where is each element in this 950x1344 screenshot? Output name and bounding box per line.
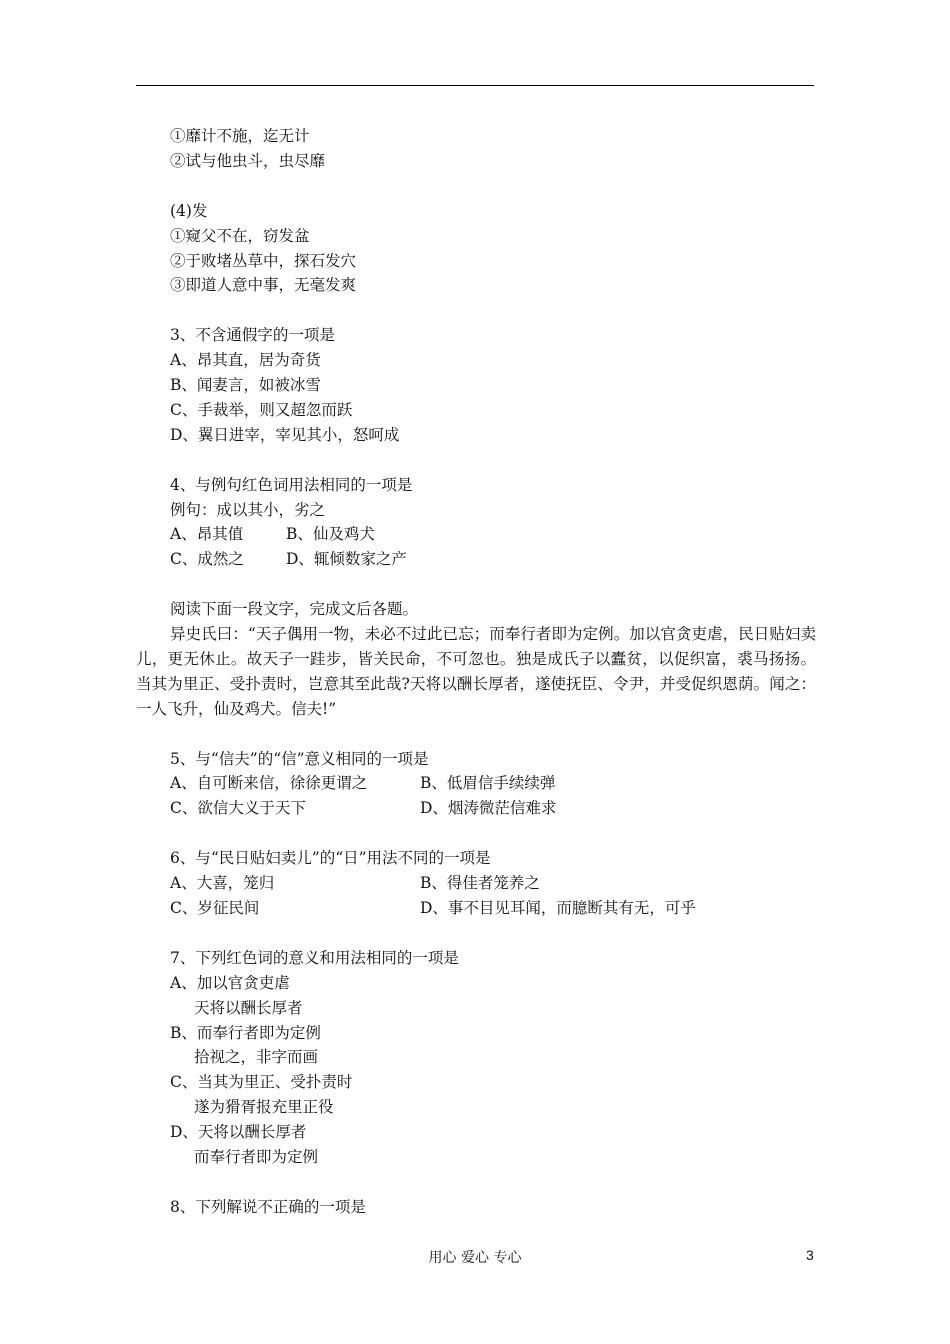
q7-stem: 7、下列红色词的意义和用法相同的一项是 — [170, 948, 459, 967]
q7-option-a-line-2: 天将以酬长厚者 — [194, 998, 303, 1017]
q4-stem: 4、与例句红色词用法相同的一项是 — [170, 475, 413, 494]
q7-option-a-line-1: A、加以官贪吏虐 — [170, 973, 290, 992]
q3-option-c: C、手裁举，则又超忽而跃 — [170, 400, 353, 419]
q6-options-row-1 — [170, 871, 816, 896]
reading-intro: 阅读下面一段文字，完成文后各题。 — [170, 600, 419, 619]
q8-stem: 8、下列解说不正确的一项是 — [170, 1197, 366, 1216]
reading-passage — [136, 622, 816, 722]
q5-option-d: D、烟涛微茫信难求 — [420, 799, 557, 818]
q2-fa-option-3: ③即道人意中事，无毫发爽 — [170, 276, 357, 295]
q7-option-b-line-2: 拾视之，非字而画 — [194, 1048, 319, 1067]
q4-option-b: B、仙及鸡犬 — [286, 525, 375, 544]
q4-option-c: C、成然之 — [170, 550, 244, 569]
q2-mi-option-1: ①靡计不施，迄无计 — [170, 127, 310, 145]
q3-option-d: D、翼日进宰，宰见其小，怒呵成 — [170, 425, 400, 444]
q4-option-a: A、昂其值 — [170, 525, 244, 544]
q6-option-b: B、得佳者笼养之 — [420, 874, 540, 893]
q6-options-row-2 — [170, 896, 816, 921]
q7-option-c-line-1: C、当其为里正、受扑责时 — [170, 1073, 353, 1092]
q5-stem: 5、与“信夫”的“信”意义相同的一项是 — [170, 749, 429, 768]
q2-mi-option-2: ②试与他虫斗，虫尽靡 — [170, 151, 326, 170]
q5-option-c: C、欲信大义于天下 — [170, 799, 306, 818]
document-body — [136, 124, 816, 1220]
q7-option-d-line-2: 而奉行者即为定例 — [194, 1148, 319, 1167]
page-footer: 用心 爱心 专心 — [428, 1250, 522, 1266]
reading-passage-text: 异史氏曰：“天子偶用一物，未必不过此已忘；而奉行者即为定例。加以官贪吏虐，民日贴妇卖儿，更无休止。故天子一跬步，皆关民命，不可忽也。独是成氏子以蠹贫，以促织富，裘马扬扬。当其为里正、受扑责时，岂意其至此哉?天将以酬长厚者，遂使抚臣、令尹，并受促织恩荫。闻之：一人飞升，仙及鸡犬。信夫!” — [136, 625, 816, 718]
q5-option-a: A、自可断来信，徐徐更谓之 — [170, 774, 368, 793]
q6-option-c: C、岁征民间 — [170, 899, 260, 917]
q4-options-row-1 — [170, 522, 816, 547]
q3-option-a: A、昂其直，居为奇货 — [170, 351, 321, 370]
header-rule — [136, 85, 814, 86]
page-number: 3 — [806, 1247, 814, 1263]
q6-option-d: D、事不目见耳闻，而臆断其有无，可乎 — [420, 899, 696, 917]
q7-option-d-line-1: D、天将以酬长厚者 — [170, 1123, 307, 1142]
q3-stem: 3、不含通假字的一项是 — [170, 326, 335, 345]
q6-stem: 6、与“民日贴妇卖儿”的“日”用法不同的一项是 — [170, 849, 491, 868]
q6-option-a: A、大喜，笼归 — [170, 874, 275, 893]
q7-option-b-line-1: B、而奉行者即为定例 — [170, 1023, 321, 1042]
q4-example: 例句：成以其小，劣之 — [170, 500, 326, 519]
q3-option-b: B、闻妻言，如被冰雪 — [170, 376, 321, 395]
q5-option-b: B、低眉信手续续弹 — [420, 774, 556, 793]
q4-option-d: D、辄倾数家之产 — [286, 550, 407, 569]
q4-options-row-2 — [170, 547, 816, 572]
q2-fa-option-2: ②于败堵丛草中，探石发穴 — [170, 251, 357, 270]
q5-options-row-1 — [170, 771, 816, 796]
q2-fa-option-1: ①窥父不在，窃发盆 — [170, 226, 310, 245]
q7-option-c-line-2: 遂为猾胥报充里正役 — [194, 1098, 334, 1117]
q2-fa-title: (4)发 — [170, 201, 208, 220]
q5-options-row-2 — [170, 796, 816, 821]
